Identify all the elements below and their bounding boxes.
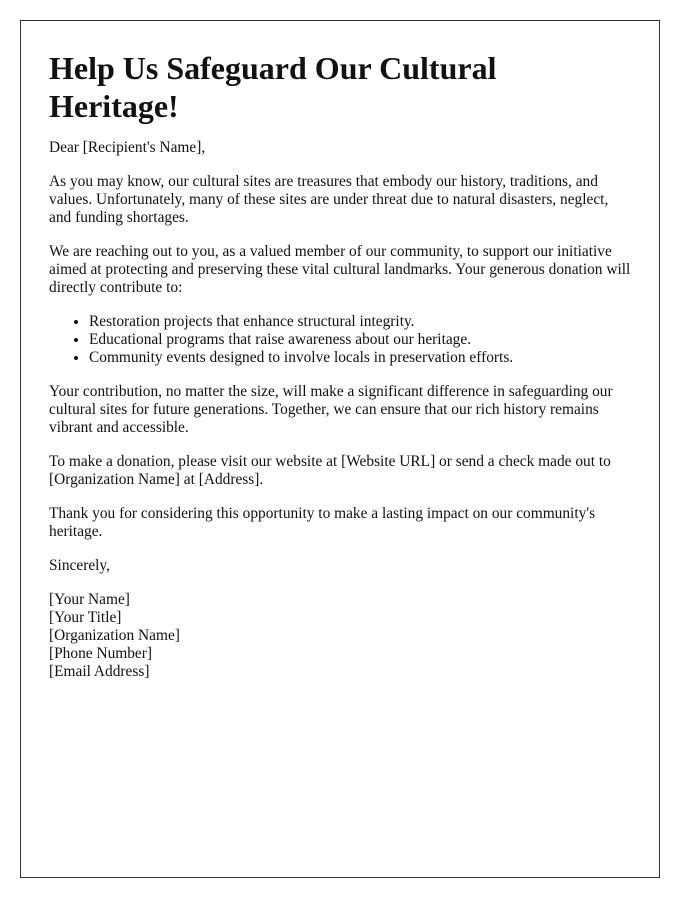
donation-instructions: To make a donation, please visit our website at [Website URL] or send a check made out to [Organization Name] at [Address]. xyxy=(49,453,611,488)
list-item: • Educational programs that raise awareness about our heritage. xyxy=(89,331,631,349)
intro-paragraph: As you may know, our cultural sites are treasures that embody our history, traditions, and values. Unfortunately, many of these sites are under threat due to natural disasters, neglect, and funding shortages. xyxy=(49,173,609,226)
contribution-list xyxy=(49,313,631,367)
salutation: Dear [Recipient's Name], xyxy=(49,139,206,156)
thank-you-paragraph: Thank you for considering this opportunity to make a lasting impact on our community's heritage. xyxy=(49,505,596,540)
letter-page xyxy=(20,20,660,878)
list-item: • Community events designed to involve locals in preservation efforts. xyxy=(89,349,631,367)
signature-name: [Your Name] xyxy=(49,591,130,608)
closing: Sincerely, xyxy=(49,557,110,574)
signature-organization: [Organization Name] xyxy=(49,627,180,644)
impact-paragraph: Your contribution, no matter the size, will make a significant difference in safeguarding our cultural sites for future generations. Together, we can ensure that our rich history remains vibrant and accessible. xyxy=(49,383,613,436)
list-item: • Restoration projects that enhance structural integrity. xyxy=(89,313,631,331)
signature-phone: [Phone Number] xyxy=(49,645,153,662)
signature-title: [Your Title] xyxy=(49,609,122,626)
request-paragraph: We are reaching out to you, as a valued member of our community, to support our initiative aimed at protecting and preserving these vital cultural landmarks. Your generous donation will directly contribute to: xyxy=(49,243,631,296)
letter-title: Help Us Safeguard Our Cultural Heritage! xyxy=(49,50,497,124)
signature-email: [Email Address] xyxy=(49,663,150,680)
signature-block xyxy=(49,591,631,681)
